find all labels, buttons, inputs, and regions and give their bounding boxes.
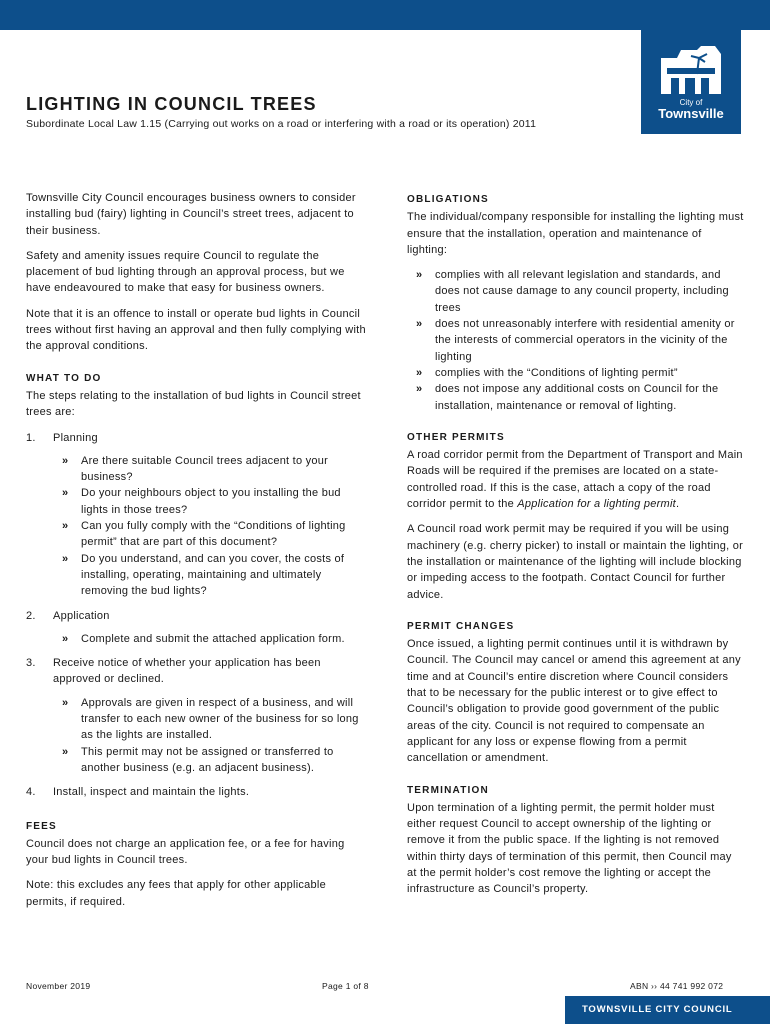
fees-heading: FEES [26, 820, 57, 832]
logo-city-of: City of [679, 98, 703, 107]
bullet-item: » This permit may not be assigned or transferred to another business (e.g. an adjacent business). [53, 744, 366, 777]
page-subtitle: Subordinate Local Law 1.15 (Carrying out works on a road or interfering with a road or its operation) 2011 [26, 118, 537, 130]
footer-page-number: Page 1 of 8 [322, 981, 369, 991]
intro-paragraph: Townsville City Council encourages business owners to consider installing bud (fairy) lighting in Council’s street trees, adjacent to their business. [26, 192, 356, 237]
step-2 [26, 608, 366, 624]
bullet-item: » Can you fully comply with the “Conditions of lighting permit” that are part of this document? [53, 518, 366, 551]
left-column [26, 190, 366, 919]
other-permits-text: A road corridor permit from the Department of Transport and Main Roads will be required if the premises are located on a state-controlled road. If this is the case, attach a copy of the road corridor permit to the [407, 449, 743, 511]
townsville-logo [641, 30, 741, 134]
footer-council-banner [565, 996, 770, 1024]
bullet-item: » Do you understand, and can you cover, the costs of installing, operating, maintaining and ultimately removing the bud lights? [53, 551, 366, 600]
permit-changes-heading: PERMIT CHANGES [407, 620, 515, 632]
other-permits-paragraph: A Council road work permit may be required if you will be using machinery (e.g. cherry picker) to install or maintain the lighting, or the installation or maintenance of the lighting will include blocking or impeding access to the footpath. Contact Council for further advice. [407, 523, 744, 601]
top-banner [0, 0, 770, 30]
bullet-item: » Complete and submit the attached application form. [53, 631, 366, 647]
step-3-bullets [53, 695, 366, 776]
other-permits-heading: OTHER PERMITS [407, 431, 505, 443]
termination-text: Upon termination of a lighting permit, the permit holder must either request Council to accept ownership of the lighting or remove it from the public space. If the lighting is not removed within thirty days of termination of this permit, then Council may at the permit holder’s cost remove the lighting or accept the infrastructure as Council’s property. [407, 801, 732, 896]
step-1-bullets [53, 453, 366, 600]
bullet-item: » Are there suitable Council trees adjacent to your business? [53, 453, 366, 486]
bullet-item: » does not unreasonably interfere with residential amenity or the interests of commercial operators in the vicinity of the lighting [407, 316, 744, 365]
footer-date: November 2019 [26, 981, 91, 991]
step-label: Planning [53, 431, 98, 444]
fees-paragraph: Council does not charge an application fee, or a fee for having your bud lights in Council trees. [26, 837, 345, 867]
bullet-item: » Do your neighbours object to you installing the bud lights in those trees? [53, 485, 366, 518]
step-1 [26, 430, 366, 446]
step-number: 4. [26, 786, 36, 799]
what-to-do-heading: WHAT TO DO [26, 372, 102, 384]
bullet-item: » Approvals are given in respect of a business, and will transfer to each new owner of the business for so long as the lights are installed. [53, 695, 366, 744]
step-label: Install, inspect and maintain the lights. [53, 786, 250, 799]
intro-paragraph: Safety and amenity issues require Council to regulate the placement of bud lighting through an approval process, but we have endeavoured to make that easy for business owners. [26, 249, 345, 295]
bullet-item: » complies with the “Conditions of lighting permit” [407, 365, 744, 381]
step-3 [26, 655, 366, 688]
step-4 [26, 784, 366, 800]
step-2-bullets [53, 631, 366, 647]
step-number: 2. [26, 609, 36, 622]
application-form-reference: Application for a lighting permit [517, 498, 676, 511]
logo-city-name: Townsville [658, 106, 724, 121]
obligations-bullets [407, 267, 744, 414]
bullet-item: » complies with all relevant legislation and standards, and does not cause damage to any council property, including trees [407, 267, 744, 316]
step-label: Receive notice of whether your application has been approved or declined. [53, 657, 321, 686]
other-permits-text-end: . [675, 498, 680, 511]
intro-paragraph: Note that it is an offence to install or operate bud lights in Council trees without first having an approval and then fully complying with the approval conditions. [26, 307, 366, 353]
right-column [407, 192, 744, 907]
other-permits-paragraph [407, 447, 744, 512]
permit-changes-text: Once issued, a lighting permit continues until it is withdrawn by Council. The Council may cancel or amend this agreement at any time and at Council’s entire discretion where Council considers that to be necessary for the public interest or to give effect to Council’s obligation to provide good government of the public areas of the city. Council is not required to compensate an applicant for any loss or expense flowing from a permit cancellation or amendment. [407, 638, 741, 765]
obligations-heading: OBLIGATIONS [407, 194, 489, 205]
bullet-item: » does not impose any additional costs on Council for the installation, maintenance or removal of lighting. [407, 381, 744, 414]
footer-abn: ABN ›› 44 741 992 072 [630, 981, 724, 991]
step-number: 1. [26, 431, 36, 444]
page-title: LIGHTING IN COUNCIL TREES [26, 94, 317, 114]
footer-council-name: TOWNSVILLE CITY COUNCIL [582, 1004, 733, 1015]
obligations-text: The individual/company responsible for installing the lighting must ensure that the installation, operation and maintenance of lighting: [407, 211, 744, 256]
termination-heading: TERMINATION [407, 784, 489, 796]
palm-tree-skyline-icon [657, 44, 725, 96]
what-to-do-text: The steps relating to the installation of bud lights in Council street trees are: [26, 389, 361, 419]
fees-paragraph: Note: this excludes any fees that apply for other applicable permits, if required. [26, 879, 326, 908]
step-label: Application [53, 609, 110, 622]
step-number: 3. [26, 657, 36, 670]
